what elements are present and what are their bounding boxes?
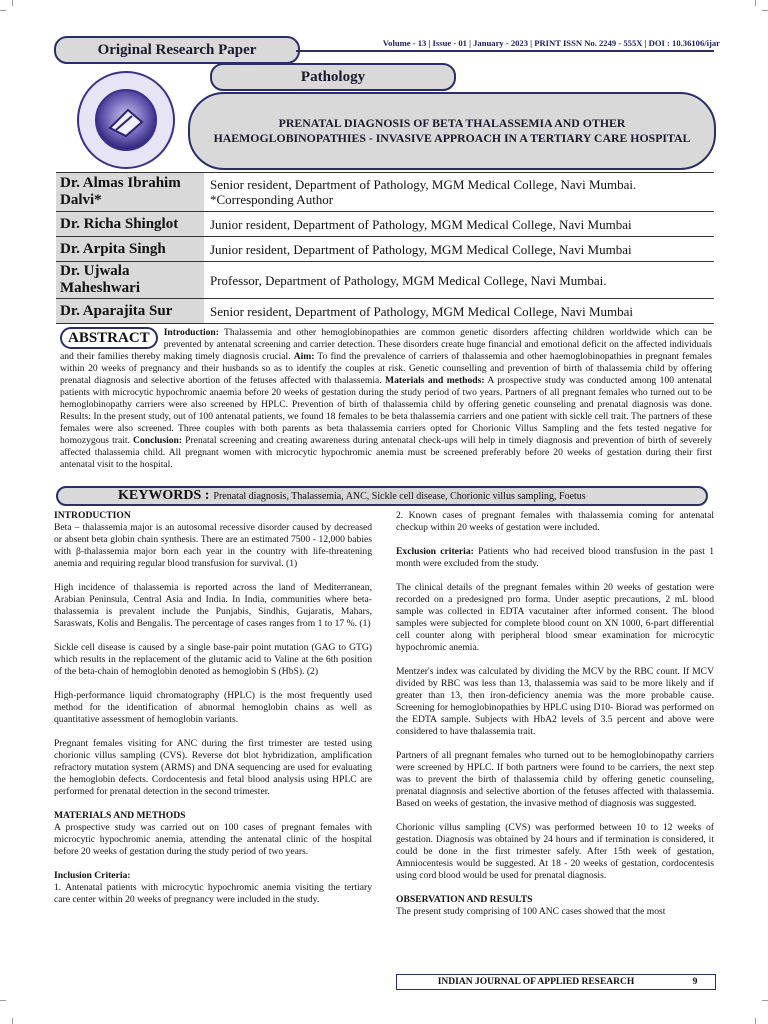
crop-mark xyxy=(762,1000,768,1001)
department-banner xyxy=(210,63,456,91)
author-row xyxy=(56,261,714,298)
keywords-banner xyxy=(56,486,708,506)
author-name: Dr. Aparajita Sur xyxy=(56,299,204,323)
paragraph xyxy=(396,546,714,570)
author-affiliation: Junior resident, Department of Pathology, MGM Medical College, Navi Mumbai xyxy=(210,241,632,257)
right-column xyxy=(396,510,714,930)
paper-type-banner xyxy=(54,36,300,64)
exclusion-text: Patients who had received blood transfusion in the past 1 month were excluded from the study. xyxy=(396,546,715,569)
paragraph: A prospective study was carried out on 100 cases of pregnant females with microcytic hypochromic anemia, attending the antenatal clinic of the hospital before 20 weeks of gestation during the study period of two years. xyxy=(54,822,372,857)
crop-mark xyxy=(12,0,13,6)
abstract-aim-label: Aim: xyxy=(293,351,315,362)
paragraph: The present study comprising of 100 ANC cases showed that the most xyxy=(396,906,666,917)
abstract-label: ABSTRACT xyxy=(60,327,158,349)
paper-type-label: Original Research Paper xyxy=(97,41,257,58)
author-name: Dr. Ujwala Maheshwari xyxy=(56,262,204,298)
department-label: Pathology xyxy=(300,68,366,85)
crop-mark xyxy=(762,10,768,11)
footer-bar xyxy=(396,974,716,990)
crop-mark xyxy=(0,1000,6,1001)
abstract-conclusion: Prenatal screening and creating awareness during antenatal check-ups will help in timely diagnosis and prevention of birth of severely affected thalassemia child. All pregnant women with microcytic hypochromic anemia must be screened preferably before 20 weeks of gestation during their first antenatal visit to the hospital. xyxy=(60,435,712,470)
keywords-label: KEYWORDS : xyxy=(118,488,210,503)
abstract-body xyxy=(60,327,712,471)
paragraph: 2. Known cases of pregnant females with thalassemia coming for antenatal checkup within 20 weeks of gestation were included. xyxy=(396,510,714,533)
paragraph: Beta – thalassemia major is an autosomal recessive disorder caused by decreased or absent beta globin chain synthesis. There are an estimated 7500 - 12,000 babies with β-thalassemia major born each year in the country with life-threatening anemia and requiring regular blood transfusion for survival. (1) xyxy=(54,522,372,569)
author-row xyxy=(56,172,714,211)
paragraph: Pregnant females visiting for ANC during the first trimester are tested using chorionic villus sampling (CVS). Reverse dot blot hybridization, amplification refractory mutation system (ARMS) and DNA sequencing are used for evaluating the hemoglobin defects. Cordocentesis and fetal blood analysis using HPLC are performed for prenatal detection in the second trimester. xyxy=(54,738,372,797)
page-number: 9 xyxy=(692,977,698,987)
paragraph: Chorionic villus sampling (CVS) was performed between 10 to 12 weeks of gestation. Diagnosis was obtained by 24 hours and if termination is considered, it could be done in the first trimester safely. After 15th week of gestation, Amniocentesis would be suggested. At 18 - 20 weeks of gestation, cordocentesis using cord blood would be used for prenatal diagnosis. xyxy=(396,822,714,881)
author-affiliation: Professor, Department of Pathology, MGM Medical College, Navi Mumbai. xyxy=(210,272,607,288)
author-affiliation: Senior resident, Department of Pathology, MGM Medical College, Navi Mumbai xyxy=(210,303,634,319)
exclusion-label: Exclusion criteria: xyxy=(396,546,474,557)
journal-meta: Volume - 13 | Issue - 01 | January - 2023 | PRINT ISSN No. 2249 - 555X | DOI : 10.36106/ijar xyxy=(382,38,720,48)
paper-title: PRENATAL DIAGNOSIS OF BETA THALASSEMIA AND OTHER HAEMOGLOBINOPATHIES - INVASIVE APPROACH IN A TERTIARY CARE HOSPITAL xyxy=(213,116,691,145)
observation-heading: OBSERVATION AND RESULTS xyxy=(396,894,533,905)
abstract-aim: To find the prevalence of carriers of thalassemia and other haemoglobinopathies in pregnant females within 20 weeks of pregnancy and their husbands so as to identify the couples at risk. Genetic counselling and prevention of birth of thalassemia child by offering prenatal diagnosis and selective abortion of the fetuses affected with thalassemia. xyxy=(60,351,712,386)
abstract-intro-label: Introduction: xyxy=(163,327,219,338)
crop-mark xyxy=(755,1018,756,1024)
author-name: Dr. Richa Shinglot xyxy=(56,212,204,236)
paragraph: Mentzer's index was calculated by dividing the MCV by the RBC count. If MCV divided by RBC was less than 13, thalassemia was said to be more likely and if greater than 13, then iron-deficiency anemia was the more probable cause. Screening for hemoglobinopathies by HPLC using D10- Biorad was performed on the EDTA sample. Subjects with HbA2 levels of 3.5 percent and above were considered to have thalassemia trait. xyxy=(396,666,714,737)
paragraph: 1. Antenatal patients with microcytic hypochromic anemia visiting the tertiary care center within 20 weeks of pregnancy were included in the study. xyxy=(54,882,372,905)
abstract-methods-label: Materials and methods: xyxy=(385,375,485,386)
footer-journal: INDIAN JOURNAL OF APPLIED RESEARCH xyxy=(437,977,635,987)
author-affiliation: Junior resident, Department of Pathology, MGM Medical College, Navi Mumbai xyxy=(210,216,632,232)
journal-logo xyxy=(76,70,176,170)
abstract-conclusion-label: Conclusion: xyxy=(133,435,183,446)
paragraph: Partners of all pregnant females who turned out to be hemoglobinopathy carriers were screened by HPLC. If both partners were found to be carriers, the next step was to prevent the birth of thalassemia child by offering genetic counseling, prenatal diagnosis and selective abortion of the fetuses affected with thalassemia. Based on weeks of gestation, the invasive method of diagnosis was suggested. xyxy=(396,750,714,809)
title-banner xyxy=(188,92,716,170)
intro-heading: INTRODUCTION xyxy=(54,510,131,521)
abstract-methods: A prospective study was conducted among 100 antenatal patients with microcytic hypochromic anaemia before 20 weeks of gestation during the study period of two years. Partners of all pregnant females who turned out to be hemoglobinopathy carriers were also screened by HPLC. Prevention of birth of thalassemia child by offering genetic counseling and prenatal diagnosis was done. Results: In the present study, out of 100 antenatal patients, we found 18 females to be beta thalassemia carriers and one patient with sickle cell trait. The partners of these females were also screened. Three couples with both parents as beta thalassemia carriers opted for Chorionic Villus Sampling and the fets tested negative for homozygous trait. xyxy=(60,375,713,446)
author-name: Dr. Almas Ibrahim Dalvi* xyxy=(56,173,204,211)
paragraph: Sickle cell disease is caused by a single base-pair point mutation (GAG to GTG) which results in the replacement of the glutamic acid to Valine at the 6th position of the beta-chain of hemoglobin denoted as hemoglobin S (HbS). (2) xyxy=(54,642,372,677)
author-row xyxy=(56,298,714,324)
left-column xyxy=(54,510,372,918)
paragraph: The clinical details of the pregnant females within 20 weeks of gestation were recorded on a predesigned pro forma. Under aseptic precautions, 2 mL blood sample was collected in EDTA vacutainer after informed consent. The blood samples were subjected for complete blood count on XN 1000, 6-part differential cell counter along with peripheral blood smear examination for microcytic hypochromic anemia. xyxy=(396,582,714,653)
author-row xyxy=(56,211,714,236)
header-rule xyxy=(296,50,714,52)
inclusion-heading: Inclusion Criteria: xyxy=(54,870,131,881)
methods-heading: MATERIALS AND METHODS xyxy=(54,810,186,821)
keywords-text: Prenatal diagnosis, Thalassemia, ANC, Sickle cell disease, Chorionic villus sampling, Foetus xyxy=(213,490,586,502)
crop-mark xyxy=(755,0,756,6)
author-name: Dr. Arpita Singh xyxy=(56,237,204,261)
crop-mark xyxy=(0,10,6,11)
paragraph: High incidence of thalassemia is reported across the land of Mediterranean, Arabian Peninsula, Central Asia and India. In India, communities where beta-thalassemia is prevalent include the Punjabis, Sindhis, Gujaratis, Mahars, Saraswats, Kolis and Bengalis. The percentage of cases ranges from 1 to 17 %. (1) xyxy=(54,582,372,629)
crop-mark xyxy=(12,1018,13,1024)
author-affiliation: Senior resident, Department of Pathology, MGM Medical College, Navi Mumbai. *Corresponding Author xyxy=(210,177,637,207)
abstract-intro: Thalassemia and other hemoglobinopathies are common genetic disorders affecting children worldwide which can be prevented by antenatal screening and carrier detection. These disorders create huge financial and emotional deficit on the affected individuals and their families thereby making timely diagnosis crucial. xyxy=(60,327,712,362)
paragraph: High-performance liquid chromatography (HPLC) is the most frequently used method for the identification of abnormal hemoglobin chains as well as quantitative assessment of hemoglobin variants. xyxy=(54,690,372,725)
author-row xyxy=(56,236,714,261)
